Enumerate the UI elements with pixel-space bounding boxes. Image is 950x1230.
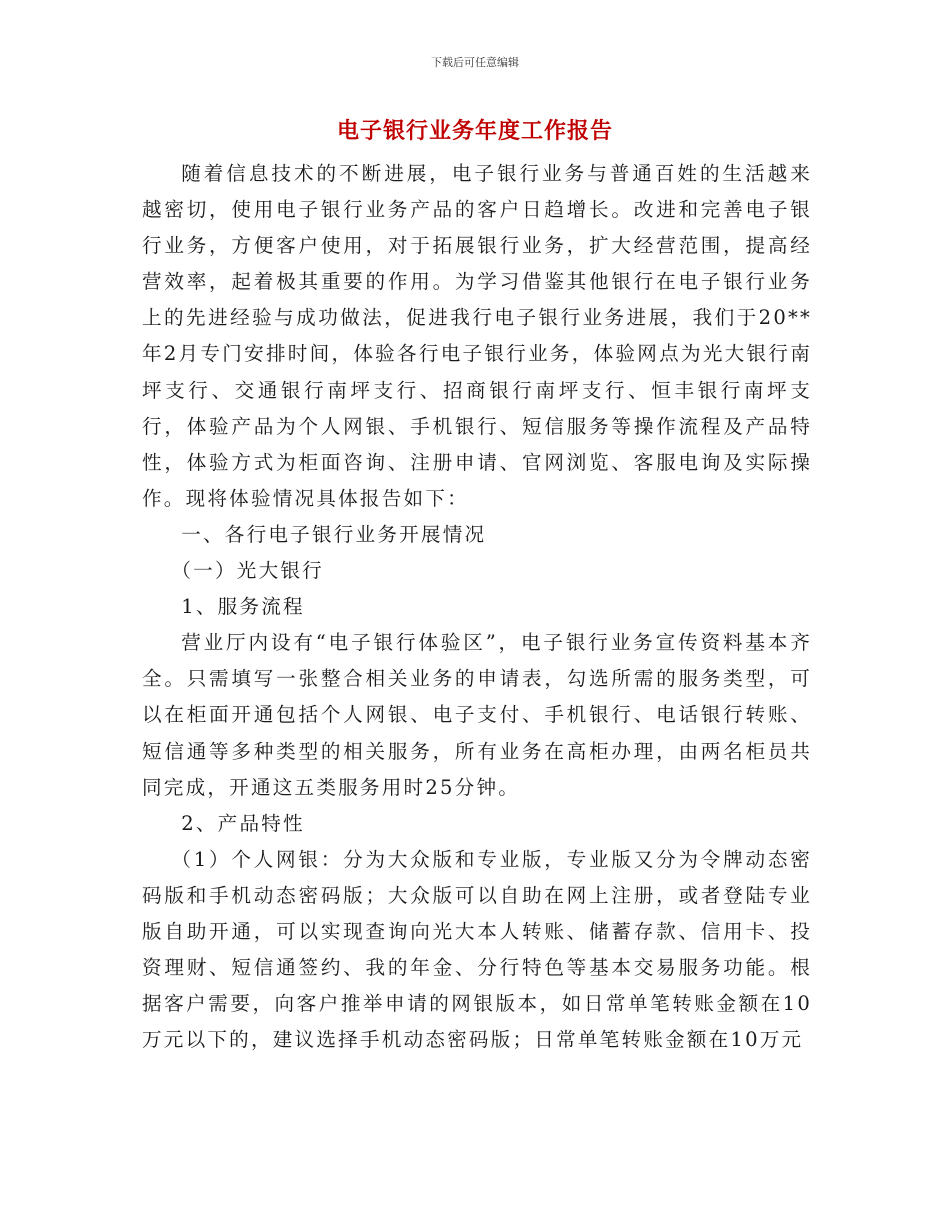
header-note: 下载后可任意编辑: [431, 56, 519, 69]
intro-paragraph: 随着信息技术的不断进展，电子银行业务与普通百姓的生活越来越密切，使用电子银行业务产品的客户日趋增长。改进和完善电子银行业务，方便客户使用，对于拓展银行业务，扩大经营范围，提高经营效率，起着极其重要的作用。为学习借鉴其他银行在电子银行业务上的先进经验与成功做法，促进我行电子银行业务进展，我们于20**年2月专门安排时间，体验各行电子银行业务，体验网点为光大银行南坪支行、交通银行南坪支行、招商银行南坪支行、恒丰银行南坪支行，体验产品为个人网银、手机银行、短信服务等操作流程及产品特性，体验方式为柜面咨询、注册申请、官网浏览、客服电询及实际操作。现将体验情况具体报告如下：: [142, 162, 812, 510]
section-heading: 一、各行电子银行业务开展情况: [181, 522, 487, 546]
body-paragraph: 营业厅内设有“电子银行体验区”，电子银行业务宣传资料基本齐全。只需填写一张整合相关业务的申请表，勾选所需的服务类型，可以在柜面开通包括个人网银、电子支付、手机银行、电话银行转账、短信通等多种类型的相关服务，所有业务在高柜办理，由两名柜员共同完成，开通这五类服务用时25分钟。: [142, 631, 812, 799]
document-title: 电子银行业务年度工作报告: [336, 118, 613, 144]
item-heading: 1、服务流程: [181, 595, 305, 619]
item-heading: 2、产品特性: [181, 811, 305, 835]
body-paragraph: （1）个人网银：分为大众版和专业版，专业版又分为令牌动态密码版和手机动态密码版；大众版可以自助在网上注册，或者登陆专业版自助开通，可以实现查询向光大本人转账、储蓄存款、信用卡、投资理财、短信通签约、我的年金、分行特色等基本交易服务功能。根据客户需要，向客户推举申请的网银版本，如日常单笔转账金额在10万元以下的，建议选择手机动态密码版；日常单笔转账金额在10万元: [142, 847, 812, 1052]
document-body: [142, 156, 812, 1058]
subsection-heading: （一）光大银行: [171, 559, 324, 583]
